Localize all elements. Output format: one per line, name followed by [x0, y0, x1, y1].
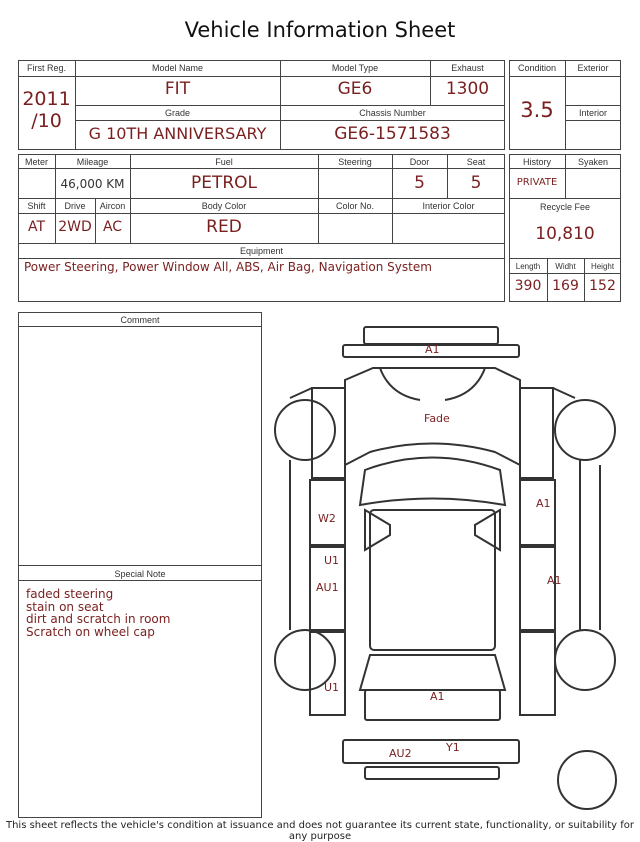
model-name-value: FIT — [164, 79, 191, 99]
color-no-label: Color No. — [335, 201, 374, 211]
mark-right-front: A1 — [536, 497, 551, 510]
history-label: History — [522, 157, 551, 167]
shift-label: Shift — [27, 201, 46, 211]
length-label: Length — [515, 262, 541, 271]
mileage-label: Mileage — [76, 157, 109, 167]
mark-hood: Fade — [424, 412, 450, 425]
mark-left-door-2: AU1 — [316, 581, 339, 594]
model-type-label: Model Type — [331, 63, 379, 73]
interior-color-label: Interior Color — [422, 201, 475, 211]
special-notes-list — [26, 588, 170, 638]
special-note-item: Scratch on wheel cap — [26, 624, 155, 639]
equipment-label: Equipment — [239, 246, 284, 256]
chassis-number-label: Chassis Number — [359, 108, 426, 118]
height-value: 152 — [589, 278, 616, 294]
disclaimer-footer: This sheet reflects the vehicle's condition at issuance and does not guarantee its current state, functionality, or suitability for any purpose — [5, 820, 635, 842]
mark-left-rear: U1 — [324, 681, 340, 694]
exterior-label: Exterior — [577, 63, 609, 73]
equipment-value: Power Steering, Power Window All, ABS, Air Bag, Navigation System — [24, 260, 432, 274]
mark-trunk: A1 — [430, 690, 445, 703]
mark-rear-bumper: AU2 — [389, 747, 412, 760]
syaken-label: Syaken — [577, 157, 609, 167]
mark-roof-front: A1 — [425, 343, 440, 356]
mileage-value: 46,000 KM — [60, 177, 125, 191]
recycle-fee-value: 10,810 — [535, 224, 595, 244]
page-title: Vehicle Information Sheet — [184, 18, 456, 42]
body-color-label: Body Color — [201, 201, 247, 211]
meter-label: Meter — [24, 157, 48, 167]
seat-value: 5 — [470, 173, 482, 193]
mark-left-front: W2 — [318, 512, 336, 525]
special-note-item: faded steering — [26, 587, 114, 601]
condition-label: Condition — [517, 63, 557, 73]
recycle-fee-label: Recycle Fee — [539, 202, 591, 212]
aircon-label: Aircon — [99, 201, 126, 211]
body-color-value: RED — [206, 217, 242, 237]
condition-score: 3.5 — [520, 98, 554, 122]
width-label: Widht — [555, 262, 576, 271]
first-reg-label: First Reg. — [26, 63, 66, 73]
model-name-label: Model Name — [151, 63, 204, 73]
length-value: 390 — [514, 278, 542, 294]
mark-left-door-1: U1 — [324, 554, 340, 567]
fuel-value: PETROL — [190, 173, 258, 193]
first-reg-month: /10 — [31, 110, 62, 132]
door-label: Door — [409, 157, 430, 167]
model-type-value: GE6 — [337, 79, 373, 99]
special-note-item: stain on seat — [26, 599, 104, 614]
aircon-value: AC — [102, 219, 123, 235]
special-note-item: dirt and scratch in room — [26, 612, 171, 626]
shift-value: AT — [27, 219, 46, 235]
history-value: PRIVATE — [516, 177, 558, 188]
chassis-number-value: GE6-1571583 — [334, 124, 451, 144]
interior-label: Interior — [578, 108, 607, 118]
width-value: 169 — [552, 278, 579, 294]
door-value: 5 — [414, 173, 425, 193]
special-note-label: Special Note — [114, 569, 166, 579]
mark-right-door: A1 — [547, 574, 562, 587]
exhaust-value: 1300 — [445, 79, 490, 99]
drive-value: 2WD — [58, 219, 92, 235]
height-label: Height — [590, 262, 615, 271]
mark-rear-right: Y1 — [446, 741, 460, 754]
grade-label: Grade — [164, 108, 190, 118]
fuel-label: Fuel — [215, 157, 233, 167]
first-reg-year: 2011 — [22, 88, 71, 110]
steering-label: Steering — [338, 157, 372, 167]
comment-label: Comment — [120, 315, 160, 325]
grade-value: G 10TH ANNIVERSARY — [88, 124, 267, 143]
exhaust-label: Exhaust — [451, 63, 484, 73]
drive-label: Drive — [64, 201, 86, 211]
seat-label: Seat — [466, 157, 486, 167]
